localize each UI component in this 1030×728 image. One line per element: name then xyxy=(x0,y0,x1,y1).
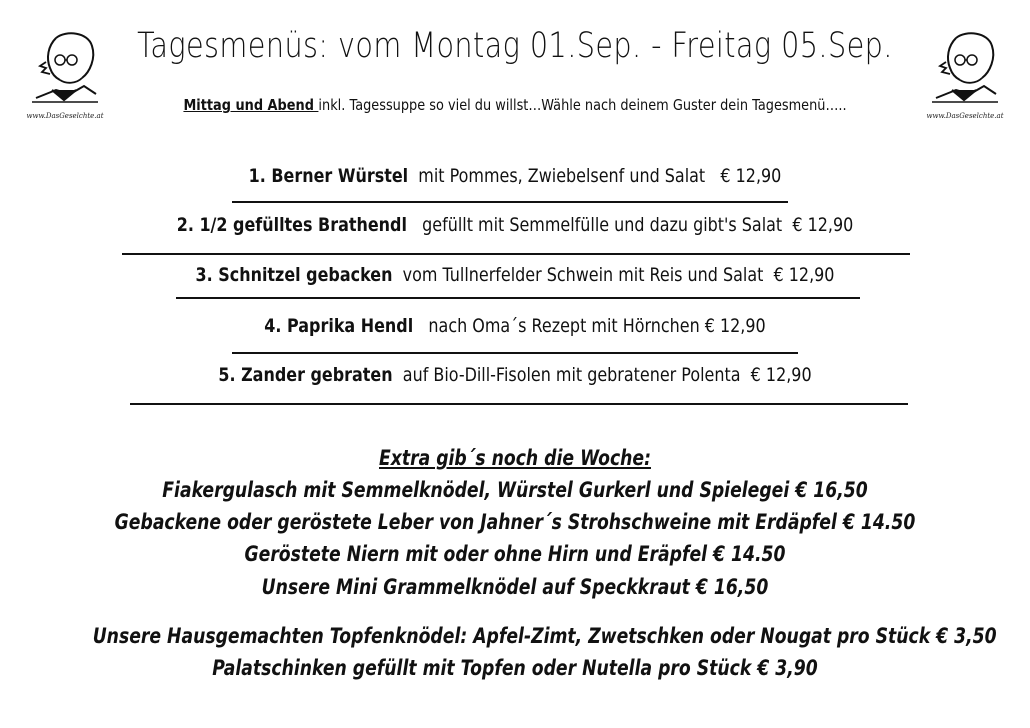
extras-item: Unsere Hausgemachten Topfenknödel: Apfel-Zimt, Zwetschken oder Nougat pro Stück € 3,50 xyxy=(92,624,997,648)
menu-item-price: € 12,90 xyxy=(704,315,766,337)
divider xyxy=(122,253,910,255)
extras-item: Palatschinken gefüllt mit Topfen oder Nutella pro Stück € 3,90 xyxy=(212,656,818,680)
menu-item-price: € 12,90 xyxy=(750,364,812,386)
subtitle xyxy=(72,96,958,114)
extras-item: Geröstete Niern mit oder ohne Hirn und Eräpfel € 14.50 xyxy=(244,542,786,566)
menu-item-price: € 12,90 xyxy=(792,214,854,236)
extras-item: Fiakergulasch mit Semmelknödel, Würstel Gurkerl und Spielegei € 16,50 xyxy=(162,478,868,502)
menu-item-desc: auf Bio-Dill-Fisolen mit gebratener Polenta xyxy=(402,364,741,386)
menu-item-desc: nach Oma´s Rezept mit Hörnchen xyxy=(428,315,700,337)
extras-item: Gebackene oder geröstete Leber von Jahner´s Strohschweine mit Erdäpfel € 14.50 xyxy=(114,510,916,534)
extras-heading: Extra gib´s noch die Woche: xyxy=(378,446,651,470)
divider xyxy=(232,352,798,354)
menu-item-name: 2. 1/2 gefülltes Brathendl xyxy=(176,214,407,236)
menu-item-name: 5. Zander gebraten xyxy=(218,364,393,386)
divider xyxy=(232,201,788,203)
menu-item-5 xyxy=(82,364,947,386)
subtitle-rest: inkl. Tagessuppe so viel du willst…Wähle nach deinem Guster dein Tagesmenü….. xyxy=(318,96,847,114)
logo-caption: www.DasGeselchte.at xyxy=(26,112,104,120)
menu-item-4 xyxy=(82,315,947,337)
divider xyxy=(130,403,908,405)
extras-item: Unsere Mini Grammelknödel auf Speckkraut € 16,50 xyxy=(261,575,769,599)
menu-item-desc: gefüllt mit Semmelfülle und dazu gibt's Salat xyxy=(422,214,783,236)
menu-item-3 xyxy=(82,264,947,286)
menu-item-price: € 12,90 xyxy=(720,165,782,187)
menu-item-price: € 12,90 xyxy=(773,264,835,286)
subtitle-bold: Mittag und Abend xyxy=(183,96,319,114)
menu-item-name: 4. Paprika Hendl xyxy=(264,315,414,337)
menu-item-name: 1. Berner Würstel xyxy=(248,165,409,187)
menu-item-1 xyxy=(82,165,947,187)
divider xyxy=(176,297,860,299)
logo-caption: www.DasGeselchte.at xyxy=(926,112,1004,120)
menu-item-name: 3. Schnitzel gebacken xyxy=(195,264,393,286)
page-title: Tagesmenüs: vom Montag 01.Sep. - Freitag 05.Sep. xyxy=(137,26,893,66)
menu-item-desc: mit Pommes, Zwiebelsenf und Salat xyxy=(418,165,706,187)
menu-item-desc: vom Tullnerfelder Schwein mit Reis und Salat xyxy=(402,264,764,286)
menu-item-2 xyxy=(82,214,947,236)
